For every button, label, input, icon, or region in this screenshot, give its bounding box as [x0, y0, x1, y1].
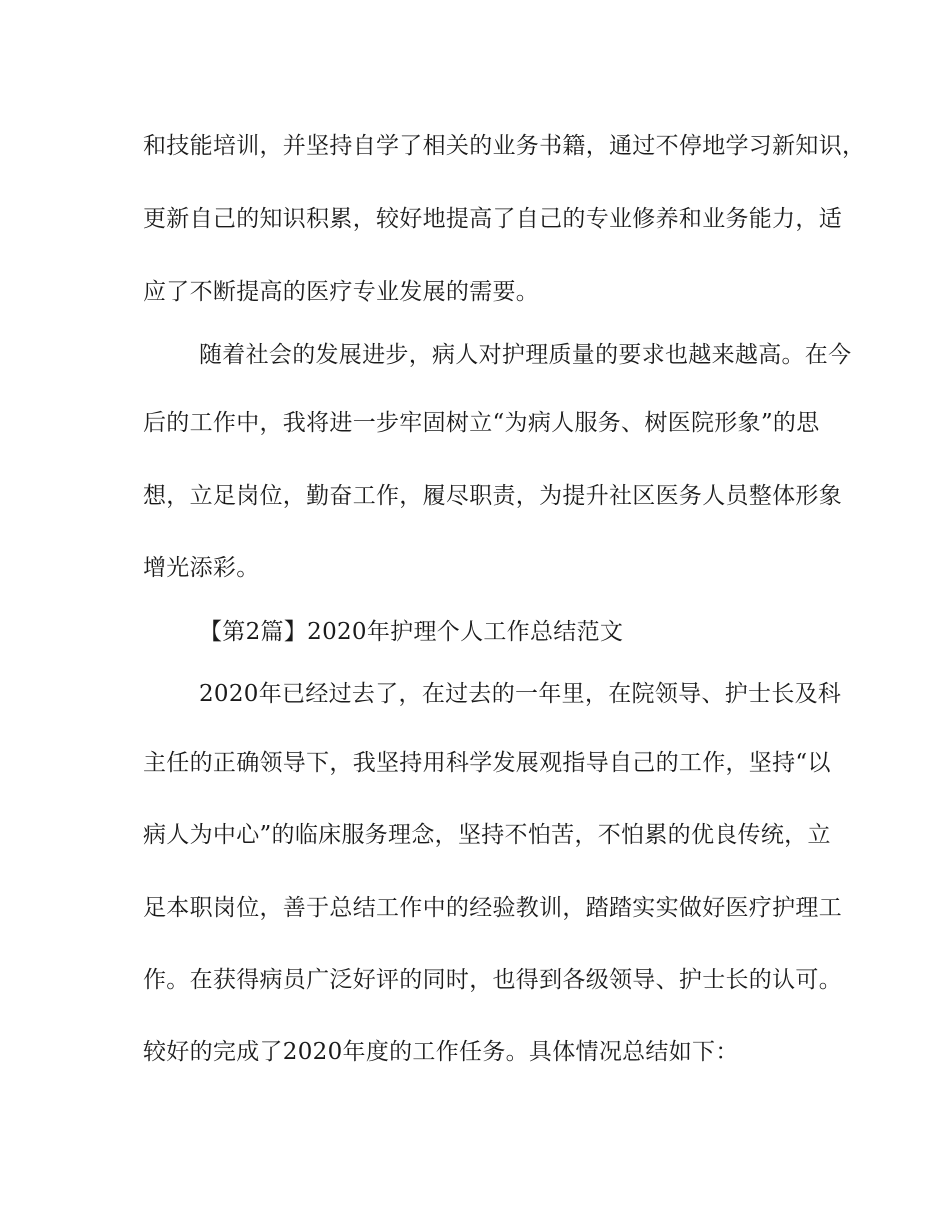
- paragraph-line: 2020年已经过去了，在过去的一年里，在院领导、护士长及科: [199, 681, 842, 707]
- paragraph-line: 病人为中心”的临床服务理念，坚持不怕苦，不怕累的优良传统，立: [143, 822, 831, 848]
- paragraph-line: 随着社会的发展进步，病人对护理质量的要求也越来越高。在今: [199, 342, 852, 368]
- paragraph-line: 和技能培训，并坚持自学了相关的业务书籍，通过不停地学习新知识，: [143, 133, 866, 159]
- paragraph-line: 应了不断提高的医疗专业发展的需要。: [143, 279, 540, 305]
- paragraph-line: 足本职岗位，善于总结工作中的经验教训，踏踏实实做好医疗护理工: [143, 895, 842, 921]
- paragraph-line: 增光添彩。: [143, 555, 260, 581]
- paragraph-line: 想，立足岗位，勤奋工作，履尽职责，为提升社区医务人员整体形象: [143, 483, 842, 509]
- paragraph-line: 主任的正确领导下，我坚持用科学发展观指导自己的工作，坚持“以: [143, 750, 831, 776]
- paragraph-line: 作。在获得病员广泛好评的同时，也得到各级领导、护士长的认可。: [143, 967, 842, 993]
- paragraph-line: 较好的完成了2020年度的工作任务。具体情况总结如下：: [143, 1039, 739, 1065]
- paragraph-line: 后的工作中，我将进一步牢固树立“为病人服务、树医院形象”的思: [143, 410, 820, 436]
- section-heading: 【第2篇】2020年护理个人工作总结范文: [199, 619, 624, 645]
- paragraph-line: 更新自己的知识积累，较好地提高了自己的专业修养和业务能力，适: [143, 206, 842, 232]
